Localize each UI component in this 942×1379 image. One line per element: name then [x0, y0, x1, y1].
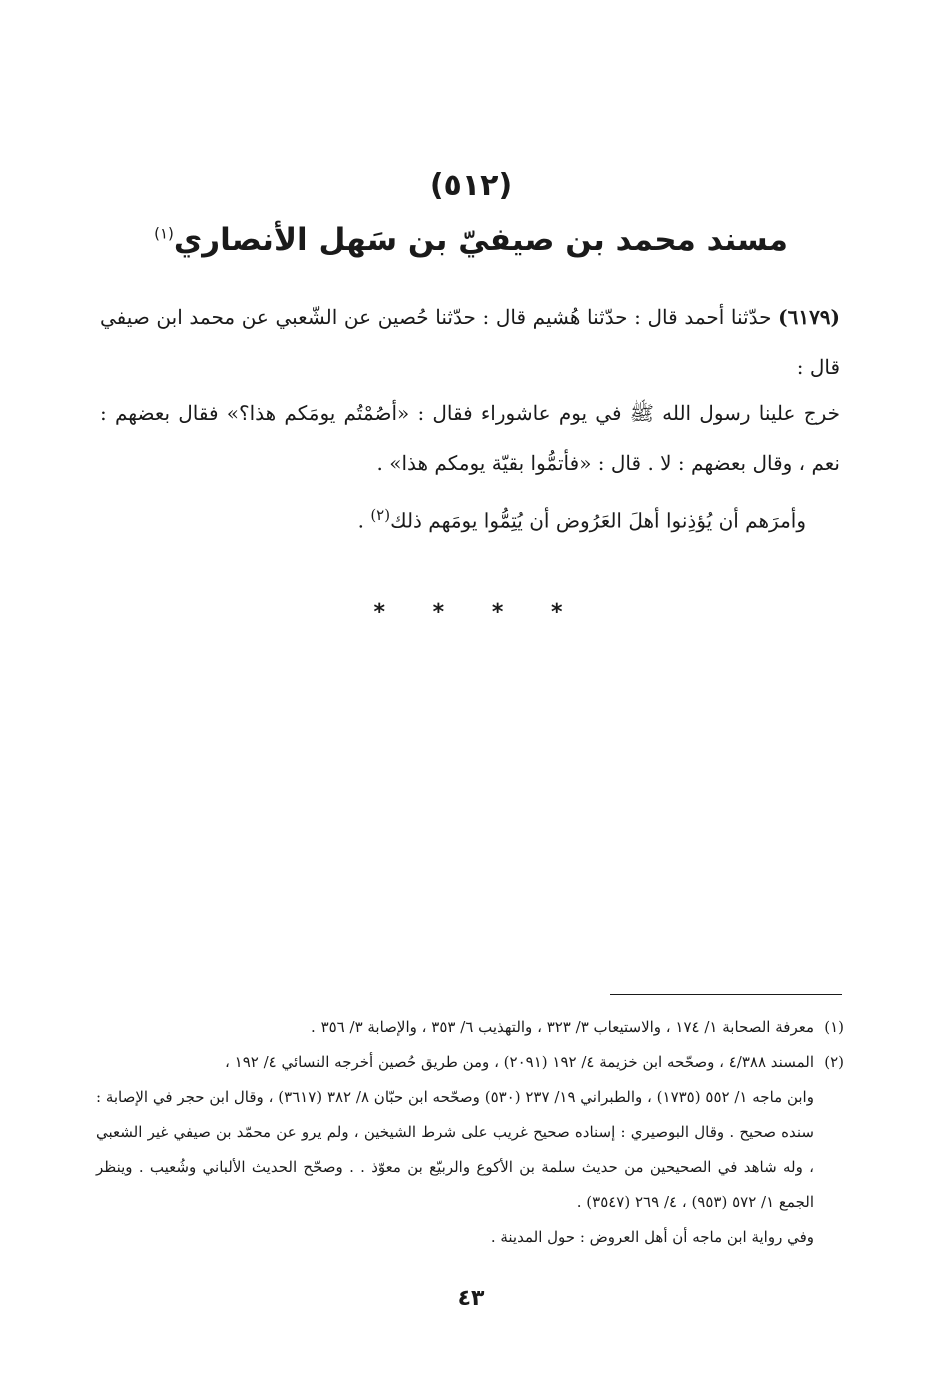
footnote-2-note: [96, 1220, 844, 1255]
footnote-marker: (١): [824, 1018, 844, 1036]
hadith-matn-paragraph: [100, 388, 840, 488]
footnote-divider: [610, 994, 842, 995]
separator-star: *: [491, 600, 510, 625]
chapter-title-text: مسند محمد بن صيفيّ بن سَهل الأنصاري: [173, 222, 788, 258]
footnotes: [96, 1010, 844, 1255]
footnote-2: [96, 1045, 844, 1220]
page-number: ٤٣: [457, 1286, 485, 1311]
footnote-text: وفي رواية ابن ماجه أن أهل العروض : حول المدينة .: [490, 1228, 814, 1246]
separator-star: *: [432, 600, 451, 625]
chapter-number: (٥١٢): [429, 168, 513, 203]
hadith-footnote-ref: (٢): [370, 506, 391, 524]
separator-star: *: [373, 600, 391, 625]
hadith-ending-tail: .: [357, 508, 371, 533]
chapter-title: [100, 222, 842, 258]
hadith-matn: خرج علينا رسول الله ﷺ في يوم عاشوراء فقال : «أصُمْتُم يومَكم هذا؟» فقال بعضهم : نعم ، وقال بعضهم : لا . قال : «فأتمُّوا بقيّة يومكم هذا» .: [100, 401, 840, 475]
separator-star: *: [551, 600, 569, 625]
hadith-isnad: حدّثنا أحمد قال : حدّثنا هُشيم قال : حدّثنا حُصين عن الشّعبي عن محمد ابن صيفي قال :: [100, 305, 840, 379]
footnote-marker: (٢): [824, 1053, 844, 1071]
footnote-1: [96, 1010, 844, 1045]
section-separator: [0, 600, 942, 625]
hadith-ending-paragraph: [100, 490, 840, 546]
footnote-continuation: وابن ماجه ١/ ٥٥٢ (١٧٣٥) ، والطبراني ١٩/ ٢٣٧ (٥٣٠) وصحّحه ابن حبّان ٨/ ٣٨٢ (٣٦١٧) ، وقال ابن حجر في الإصابة : سنده صحيح . وقال البوصيري : إسناده صحيح غريب على شرط الشيخين ، ولم يرو عن محمّد بن صيفي غير الشعبي ، وله شاهد في الصحيحين من حديث سلمة بن الأكوع والربيّع بن معوّذ . . وصحّح الحديث الألباني وشُعيب . وينظر الجمع ١/ ٥٧٢ (٩٥٣) ، ٤/ ٢٦٩ (٣٥٤٧) .: [96, 1088, 814, 1211]
hadith-isnad-paragraph: [100, 292, 840, 392]
footnote-text: المسند ٤/٣٨٨ ، وصحّحه ابن خزيمة ٤/ ١٩٢ (٢٠٩١) ، ومن طريق حُصين أخرجه النسائي ٤/ ١٩٢ ،: [225, 1053, 814, 1071]
footnote-text: معرفة الصحابة ١/ ١٧٤ ، والاستيعاب ٣/ ٣٢٣ ، والتهذيب ٦/ ٣٥٣ ، والإصابة ٣/ ٣٥٦ .: [311, 1018, 814, 1036]
hadith-ending: وأمرَهم أن يُؤذِنوا أهلَ العَرُوض أن يُتِمُّوا يومَهم ذلك: [390, 508, 806, 533]
chapter-title-footnote-ref: (١): [154, 224, 174, 243]
hadith-number: (٦١٧٩): [778, 305, 841, 329]
